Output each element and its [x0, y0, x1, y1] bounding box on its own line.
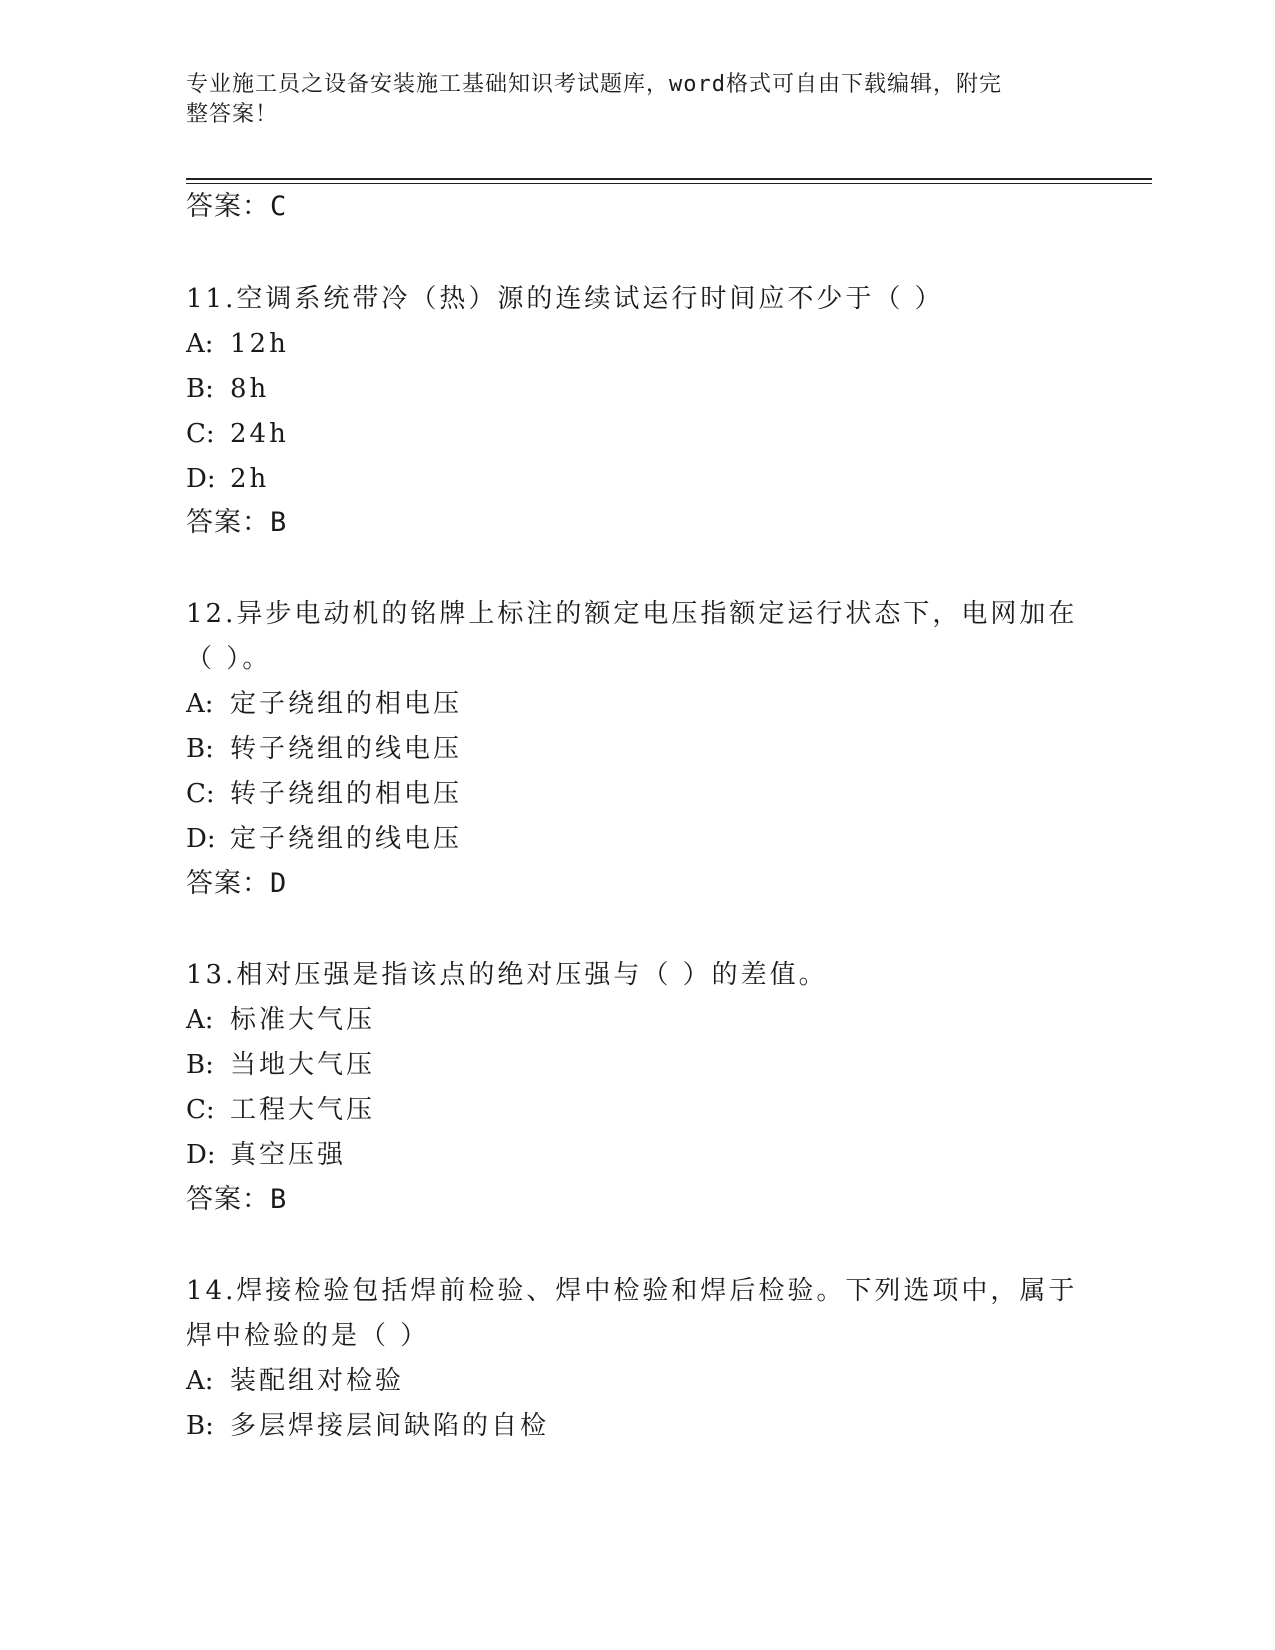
question-13-answer: 答案：B	[186, 1184, 288, 1215]
question-11-option-b	[186, 372, 269, 406]
question-14-stem-line-1: 14.焊接检验包括焊前检验、焊中检验和焊后检验。下列选项中，属于	[186, 1276, 1078, 1306]
header-line-1: 专业施工员之设备安装施工基础知识考试题库，word格式可自由下载编辑，附完	[186, 72, 1002, 97]
question-12-stem-line-1: 12.异步电动机的铭牌上标注的额定电压指额定运行状态下，电网加在	[186, 599, 1078, 629]
option-letter: A:	[186, 689, 214, 719]
option-text: 8h	[230, 374, 270, 404]
option-letter: B:	[186, 1050, 214, 1080]
option-text: 2h	[230, 464, 270, 494]
option-text: 12h	[230, 329, 289, 359]
option-text: 当地大气压	[230, 1050, 376, 1080]
question-14-stem-line-2: 焊中检验的是（ ）	[186, 1321, 430, 1351]
question-11-option-d	[186, 462, 269, 496]
option-letter: C:	[186, 1095, 215, 1125]
header-line-2: 整答案！	[186, 102, 279, 127]
option-letter: B:	[186, 374, 214, 404]
option-letter: A:	[186, 1005, 214, 1035]
header-divider-thin	[186, 183, 1152, 184]
question-13-option-c	[186, 1093, 375, 1127]
question-14-option-b	[186, 1409, 549, 1443]
option-letter: D:	[186, 464, 216, 494]
option-text: 多层焊接层间缺陷的自检	[230, 1411, 550, 1441]
question-11-answer: 答案：B	[186, 507, 288, 538]
option-letter: B:	[186, 734, 214, 764]
header-divider-thick	[186, 178, 1152, 180]
question-14-option-a	[186, 1364, 404, 1398]
option-letter: C:	[186, 419, 215, 449]
option-text: 转子绕组的线电压	[230, 734, 463, 764]
answer-line: 答案：C	[186, 191, 288, 222]
question-12-answer: 答案：D	[186, 868, 288, 899]
option-letter: A:	[186, 1366, 214, 1396]
option-text: 转子绕组的相电压	[230, 779, 463, 809]
question-13-option-b	[186, 1048, 375, 1082]
option-text: 定子绕组的线电压	[230, 824, 463, 854]
question-12-option-a	[186, 687, 462, 721]
option-text: 24h	[230, 419, 289, 449]
option-text: 标准大气压	[230, 1005, 376, 1035]
question-13-stem: 13.相对压强是指该点的绝对压强与（ ）的差值。	[186, 960, 828, 990]
option-text: 装配组对检验	[230, 1366, 405, 1396]
question-12-option-c	[186, 777, 462, 811]
option-letter: B:	[186, 1411, 214, 1441]
question-13-option-d	[186, 1138, 346, 1172]
question-12-option-b	[186, 732, 462, 766]
option-letter: D:	[186, 824, 216, 854]
question-13-option-a	[186, 1003, 375, 1037]
question-12-option-d	[186, 822, 462, 856]
question-11-option-c	[186, 417, 289, 451]
question-11-stem: 11.空调系统带冷（热）源的连续试运行时间应不少于（ ）	[186, 284, 944, 314]
question-11-option-a	[186, 327, 289, 361]
option-text: 定子绕组的相电压	[230, 689, 463, 719]
option-letter: C:	[186, 779, 215, 809]
option-letter: D:	[186, 1140, 216, 1170]
document-header	[186, 70, 1066, 130]
option-text: 真空压强	[230, 1140, 347, 1170]
option-text: 工程大气压	[230, 1095, 376, 1125]
option-letter: A:	[186, 329, 214, 359]
question-12-stem-line-2: （ ）。	[186, 644, 272, 674]
